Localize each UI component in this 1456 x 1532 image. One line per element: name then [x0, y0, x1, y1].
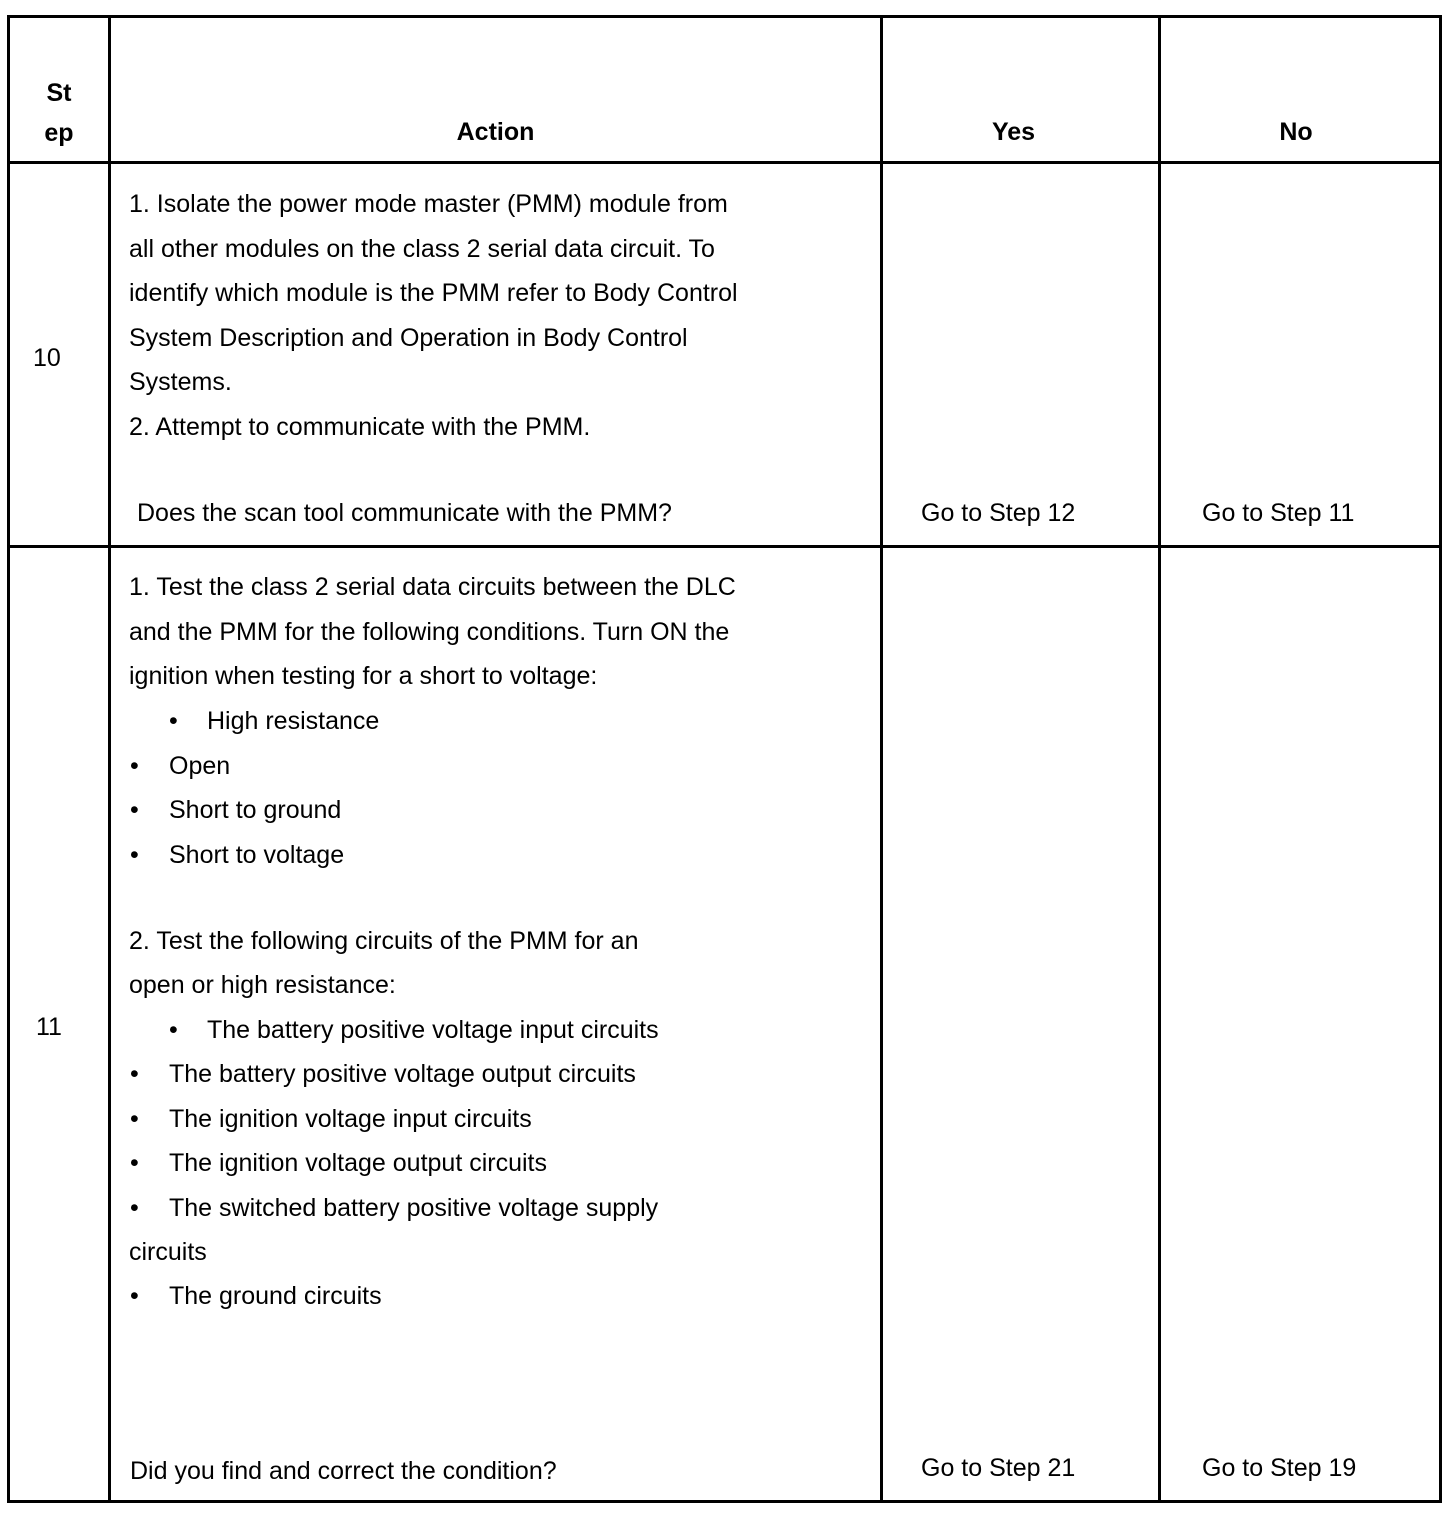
bullet-icon: • [169, 707, 178, 735]
bullet-icon: • [169, 1016, 178, 1044]
action-line: System Description and Operation in Body Control [129, 324, 688, 352]
list-item: The ignition voltage input circuits [169, 1105, 532, 1133]
list-item: Short to voltage [169, 841, 345, 869]
bullet-icon: • [130, 1149, 139, 1177]
bullet-icon: • [130, 1060, 139, 1088]
header-action: Action [456, 118, 535, 146]
list-item: Short to ground [169, 796, 342, 824]
list-item: The battery positive voltage output circuits [169, 1060, 636, 1088]
list-item: The battery positive voltage input circuits [207, 1016, 659, 1044]
bullet-icon: • [130, 841, 139, 869]
action-line: 2. Attempt to communicate with the PMM. [129, 413, 591, 441]
header-no: No [1279, 118, 1313, 146]
procedure-table [7, 15, 1442, 1503]
list-item-continued: circuits [129, 1238, 207, 1266]
bullet-icon: • [130, 1194, 139, 1222]
action-line: open or high resistance: [129, 971, 396, 999]
list-item: The ground circuits [169, 1282, 382, 1310]
yes-result: Go to Step 21 [921, 1454, 1076, 1482]
column-divider [880, 18, 883, 1500]
action-line: and the PMM for the following conditions. Turn ON the [129, 618, 730, 646]
list-item: Open [169, 752, 231, 780]
action-line: ignition when testing for a short to voltage: [129, 662, 598, 690]
step-number: 11 [36, 1013, 62, 1041]
action-line: all other modules on the class 2 serial data circuit. To [129, 235, 715, 263]
bullet-icon: • [130, 1282, 139, 1310]
action-line: 1. Test the class 2 serial data circuits between the DLC [129, 573, 736, 601]
column-divider [108, 18, 111, 1500]
header-step [10, 73, 108, 153]
no-result: Go to Step 19 [1202, 1454, 1357, 1482]
action-line: identify which module is the PMM refer to Body Control [129, 279, 738, 307]
action-line: 1. Isolate the power mode master (PMM) module from [129, 190, 728, 218]
action-question: Does the scan tool communicate with the PMM? [137, 499, 672, 527]
header-yes: Yes [991, 118, 1036, 146]
header-step-line2: ep [44, 119, 74, 147]
list-item: The switched battery positive voltage supply [169, 1194, 659, 1222]
list-item: High resistance [207, 707, 380, 735]
action-line: 2. Test the following circuits of the PMM for an [129, 927, 639, 955]
column-divider [1158, 18, 1161, 1500]
yes-result: Go to Step 12 [921, 499, 1076, 527]
bullet-icon: • [130, 796, 139, 824]
header-divider [10, 161, 1439, 164]
list-item: The ignition voltage output circuits [169, 1149, 547, 1177]
row-divider [10, 545, 1439, 548]
header-step-line1: St [46, 79, 72, 107]
action-line: Systems. [129, 368, 232, 396]
no-result: Go to Step 11 [1202, 499, 1355, 527]
action-question: Did you find and correct the condition? [130, 1457, 557, 1485]
bullet-icon: • [130, 1105, 139, 1133]
bullet-icon: • [130, 752, 139, 780]
step-number: 10 [33, 344, 61, 372]
